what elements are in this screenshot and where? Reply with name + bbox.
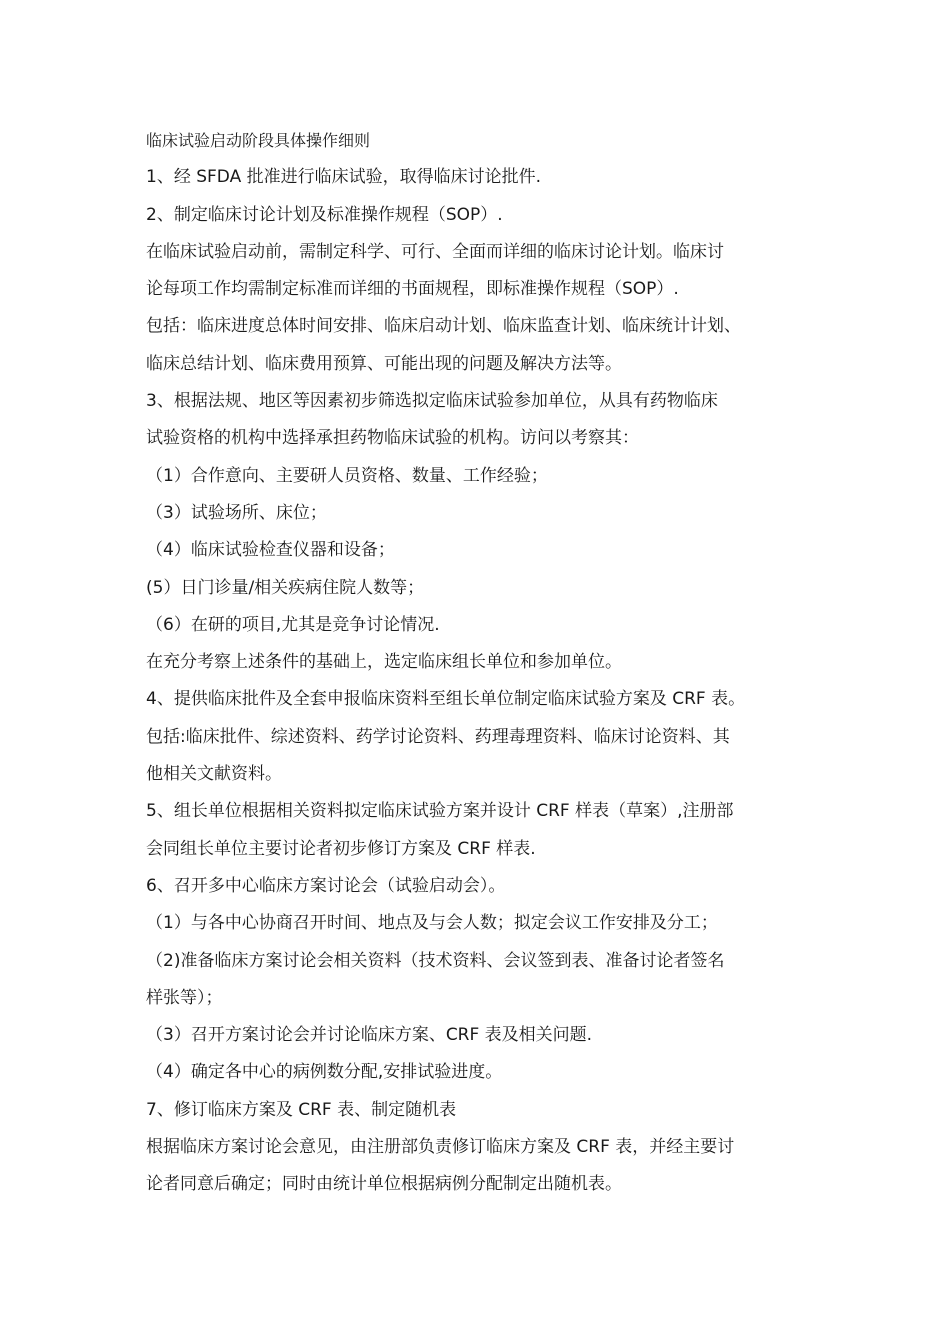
paragraph-line: 4、提供临床批件及全套申报临床资料至组长单位制定临床试验方案及 CRF 表。 [146, 689, 746, 710]
paragraph-line: （6）在研的项目,尤其是竞争讨论情况. [146, 614, 440, 635]
paragraph-line: （3）召开方案讨论会并讨论临床方案、CRF 表及相关问题. [146, 1025, 593, 1046]
document-title: 临床试验启动阶段具体操作细则 [146, 131, 371, 150]
paragraph-line: 1、经 SFDA 批准进行临床试验，取得临床讨论批件. [146, 167, 542, 188]
paragraph-line: 样张等）； [146, 987, 223, 1008]
paragraph-line: 包括:临床批件、综述资料、药学讨论资料、药理毒理资料、临床讨论资料、其 [146, 726, 730, 747]
paragraph-line: （4）确定各中心的病例数分配,安排试验进度。 [146, 1062, 503, 1083]
paragraph-line: (5）日门诊量/相关疾病住院人数等； [146, 577, 425, 598]
paragraph-line: 试验资格的机构中选择承担药物临床试验的机构。访问以考察其： [146, 428, 639, 449]
paragraph-line: （2)准备临床方案讨论会相关资料（技术资料、会议签到表、准备讨论者签名 [146, 950, 725, 971]
paragraph-line: 根据临床方案讨论会意见，由注册部负责修订临床方案及 CRF 表，并经主要讨 [146, 1137, 735, 1158]
paragraph-line: 在充分考察上述条件的基础上，选定临床组长单位和参加单位。 [146, 652, 622, 673]
document-body [146, 122, 826, 1204]
paragraph-line: 临床总结计划、临床费用预算、可能出现的问题及解决方法等。 [146, 353, 622, 374]
paragraph-line: 7、修订临床方案及 CRF 表、制定随机表 [146, 1099, 457, 1120]
paragraph-line: 3、根据法规、地区等因素初步筛选拟定临床试验参加单位，从具有药物临床 [146, 391, 718, 412]
paragraph-line: 在临床试验启动前，需制定科学、可行、全面而详细的临床讨论计划。临床讨 [146, 241, 724, 262]
paragraph-line: 包括：临床进度总体时间安排、临床启动计划、临床监查计划、临床统计计划、 [146, 316, 741, 337]
paragraph-line: 他相关文献资料。 [146, 764, 282, 785]
paragraph-line: （4）临床试验检查仪器和设备； [146, 540, 395, 561]
paragraph-line: （1）与各中心协商召开时间、地点及与会人数；拟定会议工作安排及分工； [146, 913, 718, 934]
paragraph-line: 会同组长单位主要讨论者初步修订方案及 CRF 样表. [146, 838, 536, 859]
paragraph-line: 6、召开多中心临床方案讨论会（试验启动会）。 [146, 875, 506, 896]
paragraph-line: 论者同意后确定；同时由统计单位根据病例分配制定出随机表。 [146, 1174, 622, 1195]
paragraph-line: 论每项工作均需制定标准而详细的书面规程，即标准操作规程（SOP）. [146, 279, 679, 300]
paragraph-line: （3）试验场所、床位； [146, 502, 327, 523]
paragraph-line: 2、制定临床讨论计划及标准操作规程（SOP）. [146, 204, 503, 225]
paragraph-line: 5、组长单位根据相关资料拟定临床试验方案并设计 CRF 样表（草案）,注册部 [146, 801, 734, 822]
paragraph-line: （1）合作意向、主要研人员资格、数量、工作经验； [146, 465, 548, 486]
